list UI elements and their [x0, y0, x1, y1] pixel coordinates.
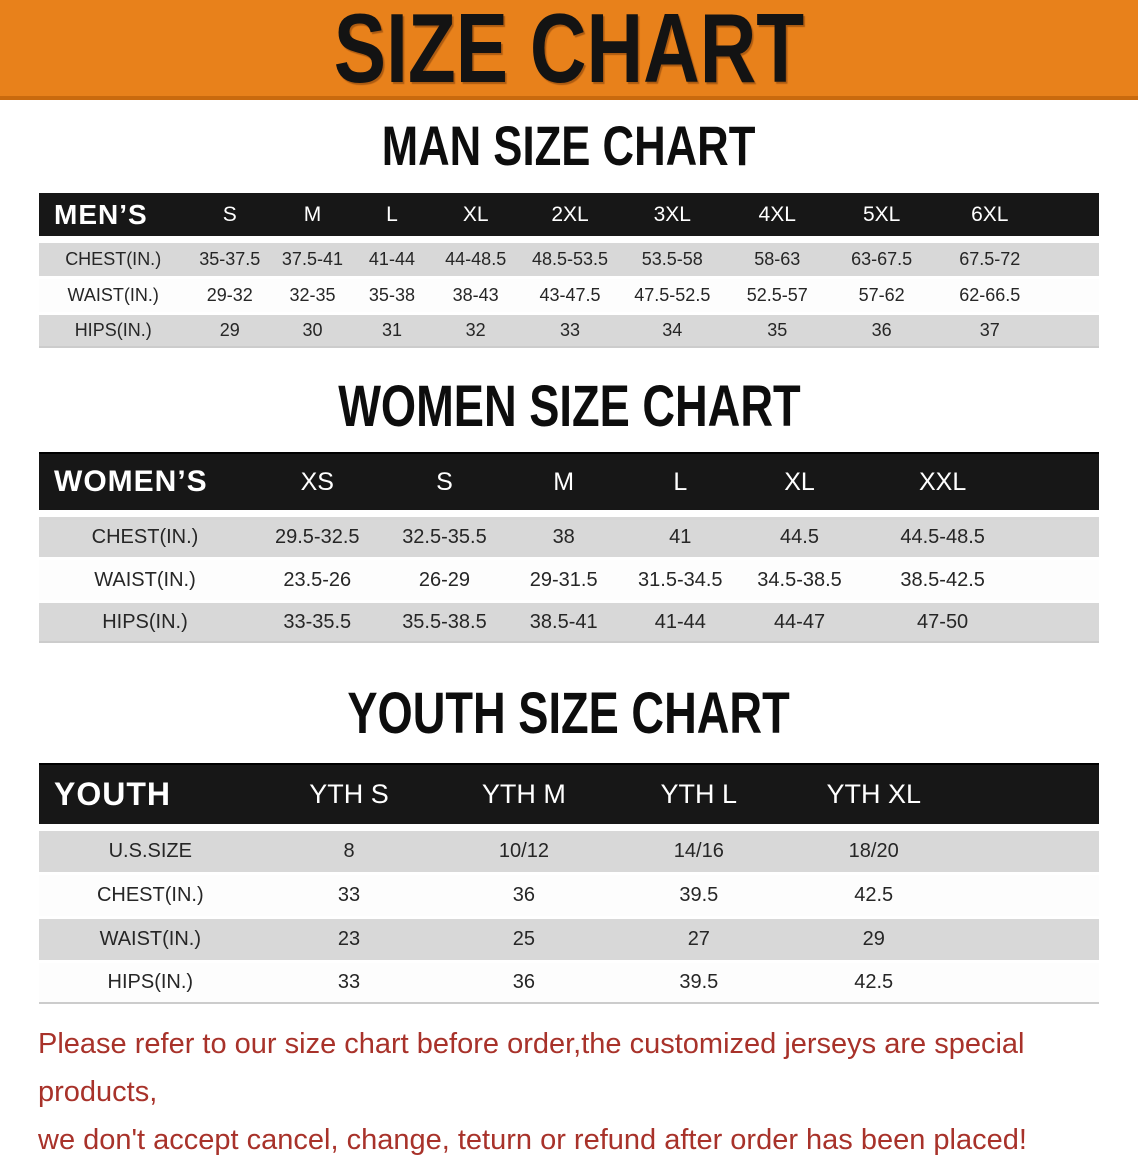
men-section — [0, 114, 1138, 348]
column-header: YTH S — [262, 763, 437, 828]
women-section — [0, 374, 1138, 643]
table-row — [39, 960, 1099, 1004]
size-cell: 41-44 — [622, 600, 739, 643]
size-cell: 31.5-34.5 — [622, 557, 739, 600]
size-cell: 31 — [353, 312, 431, 348]
spacer-cell — [961, 916, 1099, 960]
size-chart-banner — [0, 0, 1138, 103]
size-cell: 29.5-32.5 — [251, 514, 384, 557]
size-cell: 29-31.5 — [505, 557, 622, 600]
size-cell: 34.5-38.5 — [739, 557, 861, 600]
column-header: M — [505, 452, 622, 514]
size-cell: 33 — [262, 872, 437, 916]
row-label: HIPS(IN.) — [39, 960, 262, 1004]
column-header: S — [187, 193, 272, 240]
spacer-cell — [961, 828, 1099, 872]
size-cell: 32-35 — [272, 276, 353, 312]
spacer-cell — [1025, 600, 1099, 643]
table-row — [39, 557, 1099, 600]
size-cell: 53.5-58 — [620, 240, 725, 276]
size-cell: 44-48.5 — [431, 240, 520, 276]
row-label: HIPS(IN.) — [39, 600, 251, 643]
mens-size-table — [39, 193, 1099, 348]
size-cell: 33 — [262, 960, 437, 1004]
spacer-cell — [1046, 276, 1099, 312]
spacer-cell — [1046, 240, 1099, 276]
spacer-cell — [961, 960, 1099, 1004]
column-header: XS — [251, 452, 384, 514]
size-cell: 41 — [622, 514, 739, 557]
column-header: 5XL — [830, 193, 934, 240]
column-header: 6XL — [934, 193, 1046, 240]
row-label: HIPS(IN.) — [39, 312, 187, 348]
size-cell: 32 — [431, 312, 520, 348]
size-cell: 23 — [262, 916, 437, 960]
table-row — [39, 600, 1099, 643]
size-cell: 35-38 — [353, 276, 431, 312]
size-cell: 29 — [786, 916, 961, 960]
column-header: 3XL — [620, 193, 725, 240]
size-cell: 67.5-72 — [934, 240, 1046, 276]
size-cell: 18/20 — [786, 828, 961, 872]
table-row — [39, 514, 1099, 557]
youth-section — [0, 681, 1138, 1004]
men-section-heading — [0, 114, 1138, 177]
size-cell: 47-50 — [860, 600, 1024, 643]
size-cell: 58-63 — [725, 240, 830, 276]
size-cell: 10/12 — [436, 828, 611, 872]
disclaimer-text — [0, 1020, 1138, 1164]
table-title-cell: YOUTH — [39, 763, 262, 828]
size-cell: 44.5 — [739, 514, 861, 557]
size-cell: 44-47 — [739, 600, 861, 643]
row-label: WAIST(IN.) — [39, 276, 187, 312]
size-cell: 23.5-26 — [251, 557, 384, 600]
size-cell: 62-66.5 — [934, 276, 1046, 312]
column-header: 4XL — [725, 193, 830, 240]
row-label: CHEST(IN.) — [39, 872, 262, 916]
size-cell: 33 — [520, 312, 620, 348]
size-cell: 39.5 — [611, 872, 786, 916]
spacer-cell — [1046, 312, 1099, 348]
size-cell: 14/16 — [611, 828, 786, 872]
banner-title: SIZE CHART — [333, 0, 805, 103]
size-cell: 37.5-41 — [272, 240, 353, 276]
size-cell: 36 — [436, 872, 611, 916]
column-header: XXL — [860, 452, 1024, 514]
size-cell: 25 — [436, 916, 611, 960]
spacer-cell — [1025, 452, 1099, 514]
size-cell: 43-47.5 — [520, 276, 620, 312]
size-cell: 38 — [505, 514, 622, 557]
size-cell: 38.5-41 — [505, 600, 622, 643]
table-row — [39, 872, 1099, 916]
size-cell: 39.5 — [611, 960, 786, 1004]
size-cell: 35 — [725, 312, 830, 348]
youth-size-table — [39, 763, 1099, 1004]
table-row — [39, 276, 1099, 312]
size-cell: 27 — [611, 916, 786, 960]
women-section-heading — [0, 374, 1138, 439]
spacer-cell — [961, 872, 1099, 916]
disclaimer-line-1: Please refer to our size chart before order,the customized jerseys are special products, — [38, 1028, 1025, 1108]
column-header: M — [272, 193, 353, 240]
spacer-cell — [961, 763, 1099, 828]
table-row — [39, 916, 1099, 960]
column-header: L — [353, 193, 431, 240]
size-cell: 30 — [272, 312, 353, 348]
size-cell: 29 — [187, 312, 272, 348]
size-cell: 44.5-48.5 — [860, 514, 1024, 557]
spacer-cell — [1025, 514, 1099, 557]
youth-section-heading — [0, 681, 1138, 746]
size-cell: 47.5-52.5 — [620, 276, 725, 312]
row-label: WAIST(IN.) — [39, 557, 251, 600]
size-cell: 33-35.5 — [251, 600, 384, 643]
table-title-cell: MEN’S — [39, 193, 187, 240]
size-cell: 41-44 — [353, 240, 431, 276]
size-cell: 36 — [830, 312, 934, 348]
column-header: YTH L — [611, 763, 786, 828]
size-cell: 35-37.5 — [187, 240, 272, 276]
size-cell: 34 — [620, 312, 725, 348]
row-label: CHEST(IN.) — [39, 514, 251, 557]
size-cell: 37 — [934, 312, 1046, 348]
size-cell: 38.5-42.5 — [860, 557, 1024, 600]
spacer-cell — [1046, 193, 1099, 240]
column-header: S — [384, 452, 506, 514]
column-header: 2XL — [520, 193, 620, 240]
size-cell: 42.5 — [786, 872, 961, 916]
size-cell: 48.5-53.5 — [520, 240, 620, 276]
size-cell: 8 — [262, 828, 437, 872]
size-cell: 26-29 — [384, 557, 506, 600]
table-row — [39, 240, 1099, 276]
row-label: WAIST(IN.) — [39, 916, 262, 960]
size-cell: 52.5-57 — [725, 276, 830, 312]
women-heading-text: WOMEN SIZE CHART — [337, 374, 801, 439]
youth-heading-text: YOUTH SIZE CHART — [347, 681, 791, 746]
men-heading-text: MAN SIZE CHART — [382, 114, 756, 177]
column-header: YTH M — [436, 763, 611, 828]
womens-size-table — [39, 452, 1099, 643]
table-title-cell: WOMEN’S — [39, 452, 251, 514]
size-cell: 38-43 — [431, 276, 520, 312]
row-label: CHEST(IN.) — [39, 240, 187, 276]
column-header: YTH XL — [786, 763, 961, 828]
spacer-cell — [1025, 557, 1099, 600]
column-header: L — [622, 452, 739, 514]
size-cell: 29-32 — [187, 276, 272, 312]
size-cell: 32.5-35.5 — [384, 514, 506, 557]
size-cell: 63-67.5 — [830, 240, 934, 276]
row-label: U.S.SIZE — [39, 828, 262, 872]
table-row — [39, 312, 1099, 348]
disclaimer-line-2: we don't accept cancel, change, teturn or refund after order has been placed! — [38, 1124, 1027, 1156]
size-cell: 57-62 — [830, 276, 934, 312]
size-cell: 35.5-38.5 — [384, 600, 506, 643]
size-cell: 36 — [436, 960, 611, 1004]
column-header: XL — [431, 193, 520, 240]
size-cell: 42.5 — [786, 960, 961, 1004]
column-header: XL — [739, 452, 861, 514]
table-row — [39, 828, 1099, 872]
